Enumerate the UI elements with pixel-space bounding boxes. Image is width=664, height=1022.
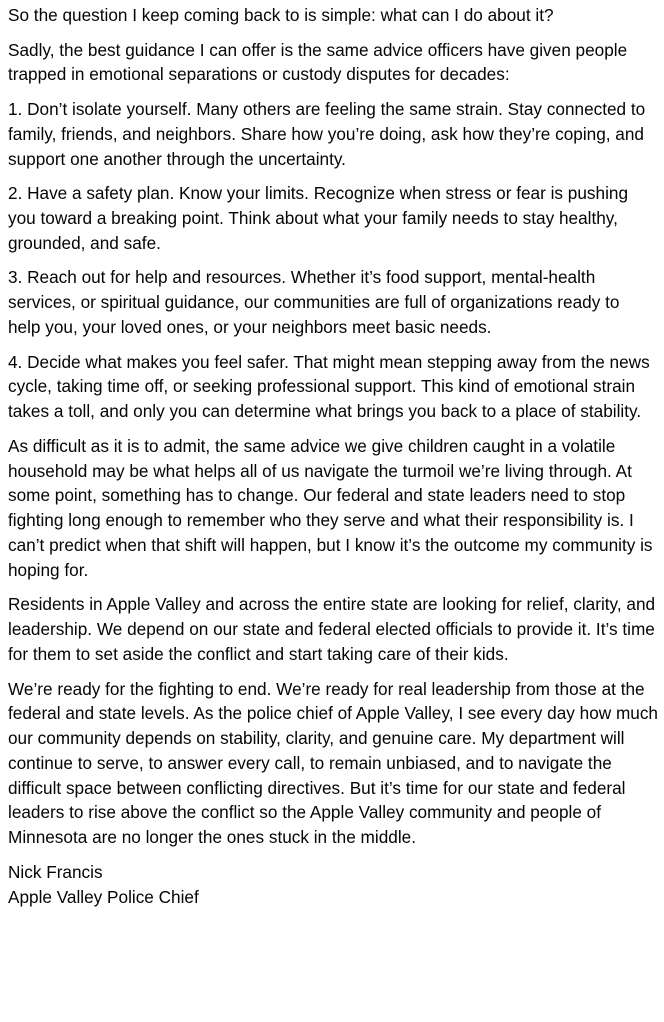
paragraph-item-3-continued: help you, your loved ones, or your neighbors meet basic needs.	[8, 316, 492, 337]
paragraph-guidance-intro: Sadly, the best guidance I can offer is the same advice officers have given people trapped in emotional separations or custody disputes for decades:	[8, 39, 628, 85]
paragraph-item-1: 1. Don’t isolate yourself. Many others are feeling the same strain. Stay connected to family, friends, and neighbors. Share how you’re doing, ask how they’re coping, and support one another through the uncertainty.	[8, 98, 646, 169]
post-body	[8, 3, 660, 909]
paragraph-ready-for-end: We’re ready for the fighting to end. We’re ready for real leadership from those at the federal and state levels. As the police chief of Apple Valley, I see every day how much our community depends on stability, clarity, and genuine care. My department will continue to serve, to answer every call, to remain unbiased, and to navigate the difficult space between conflicting directives. But it’s time for our state and federal leaders to rise above the conflict so the Apple Valley community and people of Minnesota are no longer the ones stuck in the middle.	[8, 678, 658, 848]
paragraph-residents: Residents in Apple Valley and across the entire state are looking for relief, clarity, and leadership. We depend on our state and federal elected officials to provide it. It’s time for them to set aside the conflict and start taking care of their kids.	[8, 594, 656, 664]
signature-title: Apple Valley Police Chief	[8, 886, 199, 907]
paragraph-question: So the question I keep coming back to is simple: what can I do about it?	[8, 5, 554, 25]
paragraph-item-4: 4. Decide what makes you feel safer. That might mean stepping away from the news cycle, taking time off, or seeking professional support. This kind of emotional strain takes a toll, and only you can determine what brings you back to a place of stability.	[8, 351, 650, 422]
signature	[8, 860, 660, 910]
signature-name: Nick Francis	[8, 861, 103, 882]
paragraph-item-3: 3. Reach out for help and resources. Whether it’s food support, mental-health services, or spiritual guidance, our communities are full of organizations ready to	[8, 267, 620, 313]
paragraph-difficult-admit: As difficult as it is to admit, the same advice we give children caught in a volatile household may be what helps all of us navigate the turmoil we’re living through. At some point, something has to change. Our federal and state leaders need to stop fighting long enough to remember who they serve and what their responsibility is. I can’t predict when that shift will happen, but I know it’s the outcome my community is hoping for.	[8, 435, 653, 580]
paragraph-item-2: 2. Have a safety plan. Know your limits. Recognize when stress or fear is pushing you toward a breaking point. Think about what your family needs to stay healthy, grounded, and safe.	[8, 183, 629, 253]
